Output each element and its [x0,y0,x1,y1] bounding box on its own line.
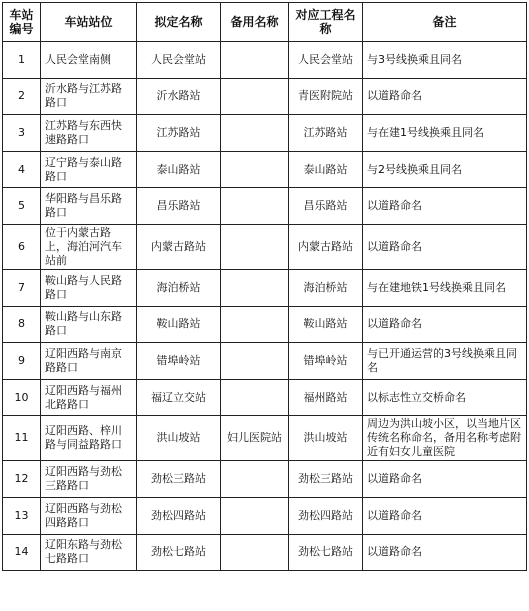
proposed-name-cell: 劲松七路站 [137,534,221,571]
table-row [3,379,527,416]
table-row [3,42,527,79]
station-location-cell: 辽阳西路与劲松四路路口 [41,497,137,534]
station-number-cell: 10 [3,379,41,416]
table-row [3,306,527,343]
project-name-cell: 洪山坡站 [289,416,363,461]
station-number-cell: 12 [3,461,41,498]
station-location-cell: 华阳路与昌乐路路口 [41,188,137,225]
station-number-cell: 14 [3,534,41,571]
header-project-name: 对应工程名称 [289,3,363,42]
alternate-name-cell [221,461,289,498]
station-naming-table [2,2,527,571]
header-station-location: 车站站位 [41,3,137,42]
station-location-cell: 辽阳西路与劲松三路路口 [41,461,137,498]
table-row [3,115,527,152]
table-row [3,188,527,225]
table-row [3,224,527,269]
station-number-cell: 6 [3,224,41,269]
project-name-cell: 人民会堂站 [289,42,363,79]
alternate-name-cell [221,115,289,152]
alternate-name-cell [221,78,289,115]
station-number-cell: 4 [3,151,41,188]
proposed-name-cell: 福辽立交站 [137,379,221,416]
alternate-name-cell [221,151,289,188]
remarks-cell: 以道路命名 [363,461,527,498]
proposed-name-cell: 错埠岭站 [137,343,221,380]
remarks-cell: 周边为洪山坡小区，以当地片区传统名称命名，备用名称考虑附近有妇女儿童医院 [363,416,527,461]
proposed-name-cell: 劲松三路站 [137,461,221,498]
proposed-name-cell: 海泊桥站 [137,269,221,306]
table-row [3,151,527,188]
project-name-cell: 劲松四路站 [289,497,363,534]
table-row [3,343,527,380]
proposed-name-cell: 人民会堂站 [137,42,221,79]
project-name-cell: 昌乐路站 [289,188,363,225]
remarks-cell: 以道路命名 [363,188,527,225]
table-row [3,497,527,534]
project-name-cell: 福州路站 [289,379,363,416]
table-body [3,42,527,571]
project-name-cell: 劲松七路站 [289,534,363,571]
alternate-name-cell [221,269,289,306]
station-location-cell: 辽宁路与泰山路路口 [41,151,137,188]
alternate-name-cell [221,306,289,343]
project-name-cell: 海泊桥站 [289,269,363,306]
station-number-cell: 11 [3,416,41,461]
header-remarks: 备注 [363,3,527,42]
alternate-name-cell [221,343,289,380]
station-number-cell: 9 [3,343,41,380]
remarks-cell: 与在建1号线换乘且同名 [363,115,527,152]
table-row [3,416,527,461]
project-name-cell: 鞍山路站 [289,306,363,343]
remarks-cell: 以道路命名 [363,306,527,343]
remarks-cell: 与已开通运营的3号线换乘且同名 [363,343,527,380]
station-location-cell: 辽阳西路、梓川路与同益路路口 [41,416,137,461]
table-row [3,78,527,115]
remarks-cell: 以道路命名 [363,497,527,534]
project-name-cell: 泰山路站 [289,151,363,188]
project-name-cell: 江苏路站 [289,115,363,152]
proposed-name-cell: 沂水路站 [137,78,221,115]
proposed-name-cell: 江苏路站 [137,115,221,152]
station-location-cell: 辽阳西路与福州北路路口 [41,379,137,416]
alternate-name-cell [221,534,289,571]
alternate-name-cell [221,188,289,225]
station-number-cell: 3 [3,115,41,152]
header-alternate-name: 备用名称 [221,3,289,42]
proposed-name-cell: 内蒙古路站 [137,224,221,269]
station-number-cell: 13 [3,497,41,534]
project-name-cell: 内蒙古路站 [289,224,363,269]
project-name-cell: 青医附院站 [289,78,363,115]
station-number-cell: 7 [3,269,41,306]
station-location-cell: 位于内蒙古路上，海泊河汽车站前 [41,224,137,269]
station-number-cell: 2 [3,78,41,115]
remarks-cell: 与在建地铁1号线换乘且同名 [363,269,527,306]
alternate-name-cell: 妇儿医院站 [221,416,289,461]
alternate-name-cell [221,224,289,269]
remarks-cell: 以标志性立交桥命名 [363,379,527,416]
project-name-cell: 劲松三路站 [289,461,363,498]
alternate-name-cell [221,379,289,416]
remarks-cell: 以道路命名 [363,534,527,571]
alternate-name-cell [221,497,289,534]
remarks-cell: 与2号线换乘且同名 [363,151,527,188]
remarks-cell: 与3号线换乘且同名 [363,42,527,79]
station-location-cell: 辽阳西路与南京路路口 [41,343,137,380]
station-location-cell: 鞍山路与山东路路口 [41,306,137,343]
proposed-name-cell: 泰山路站 [137,151,221,188]
table-row [3,269,527,306]
station-location-cell: 人民会堂南侧 [41,42,137,79]
proposed-name-cell: 洪山坡站 [137,416,221,461]
header-station-number: 车站编号 [3,3,41,42]
remarks-cell: 以道路命名 [363,224,527,269]
table-row [3,461,527,498]
station-number-cell: 1 [3,42,41,79]
station-location-cell: 江苏路与东西快速路路口 [41,115,137,152]
station-location-cell: 辽阳东路与劲松七路路口 [41,534,137,571]
alternate-name-cell [221,42,289,79]
header-proposed-name: 拟定名称 [137,3,221,42]
table-header-row [3,3,527,42]
station-location-cell: 鞍山路与人民路路口 [41,269,137,306]
station-number-cell: 8 [3,306,41,343]
station-number-cell: 5 [3,188,41,225]
remarks-cell: 以道路命名 [363,78,527,115]
station-location-cell: 沂水路与江苏路路口 [41,78,137,115]
proposed-name-cell: 鞍山路站 [137,306,221,343]
proposed-name-cell: 昌乐路站 [137,188,221,225]
table-row [3,534,527,571]
proposed-name-cell: 劲松四路站 [137,497,221,534]
project-name-cell: 错埠岭站 [289,343,363,380]
